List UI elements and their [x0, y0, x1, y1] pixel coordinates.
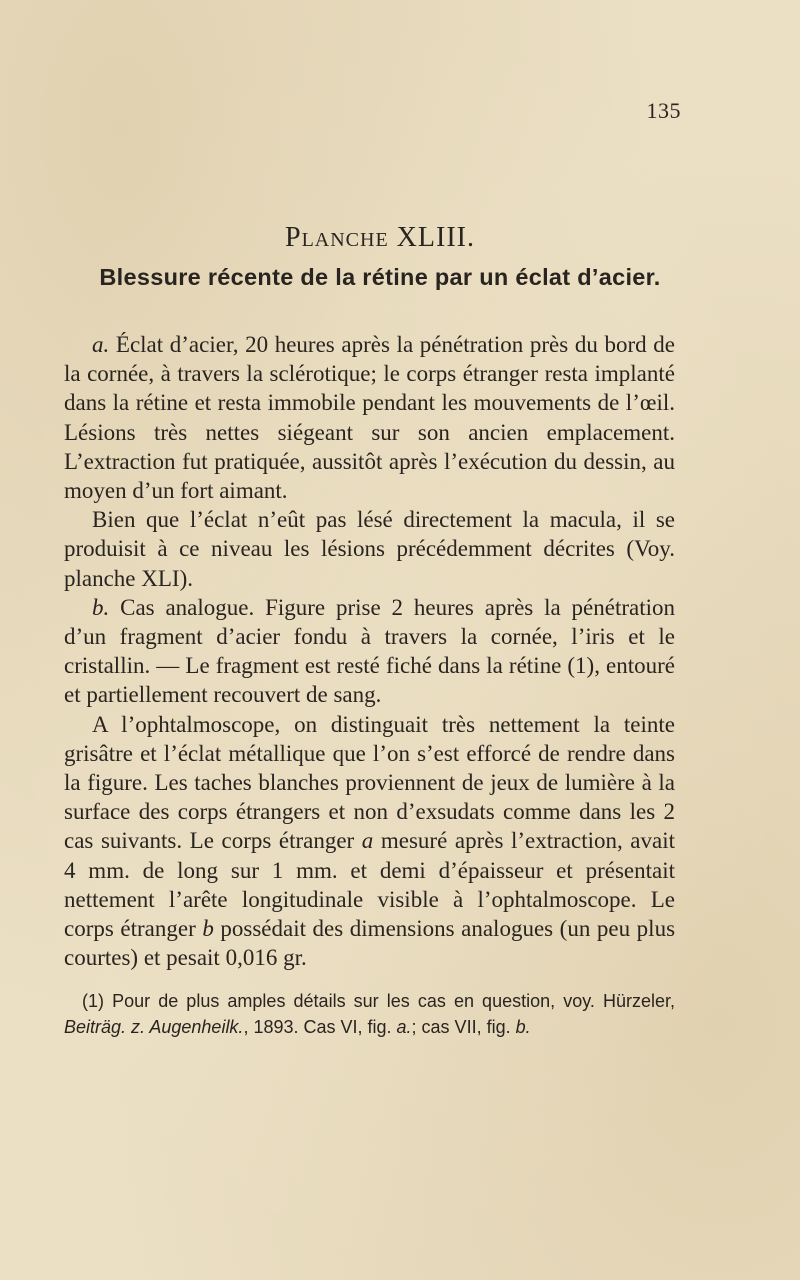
footnote: [64, 988, 675, 1040]
paragraph-ophthalmoscope-part-3: possédait des dimensions analogues (un peu plus courtes) et pesait 0,016 gr.: [64, 916, 676, 971]
plate-subtitle: Blessure récente de la rétine par un éclat d’acier.: [99, 264, 661, 290]
paragraph-macula: [64, 505, 675, 593]
footnote-fig-a: a.: [396, 1017, 412, 1037]
case-label-a: a.: [92, 332, 110, 357]
paragraph-a-text: Éclat d’acier, 20 heures après la pénétration près du bord de la cornée, à travers la sclérotique; le corps étranger resta implanté dans la rétine et resta immobile pendant les mouvements de l’œil. Lésions très nettes siégeant sur son ancien emplacement. L’extraction fut pratiquée, aussitôt après l’exécution du dessin, au moyen d’un fort aimant.: [64, 332, 675, 504]
body-text: [64, 330, 675, 972]
foreign-body-letter-a: a: [361, 828, 374, 854]
paragraph-ophthalmoscope-part-1: A l’ophtalmoscope, on distinguait très nettement la teinte grisâtre et l’éclat métallique que l’on s’est efforcé de rendre dans la figure. Les taches blanches proviennent de jeux de lumière à la surface des corps étrangers et non d’exsudats comme dans les 2 cas suivants. Le corps étranger: [64, 711, 675, 854]
paragraph-ophthalmoscope-part-2: mesuré après l’extraction, avait 4 mm. de long sur 1 mm. et demi d’épaisseur et présentait nettement l’arête longitudinale visible à l’ophtalmoscope. Le corps étranger: [64, 828, 675, 942]
paragraph-a: [64, 330, 675, 505]
footnote-journal: Beiträg. z. Augenheilk.: [64, 1017, 244, 1037]
footnote-fig-b: b.: [515, 1017, 531, 1037]
plate-title: Planche XLIII.: [285, 222, 475, 253]
foreign-body-letter-b: b: [202, 916, 214, 942]
footnote-tail-1: , 1893. Cas VI, fig.: [243, 1017, 392, 1037]
paragraph-macula-text: Bien que l’éclat n’eût pas lésé directement la macula, il se produisit à ce niveau les lésions précédemment décrites (Voy. planche XLI).: [64, 507, 675, 591]
page-number: 135: [646, 98, 681, 123]
paragraph-ophthalmoscope: [64, 710, 675, 973]
footnote-lead: (1) Pour de plus amples détails sur les cas en question, voy. Hürzeler,: [82, 991, 675, 1011]
case-label-b: b.: [92, 594, 110, 620]
paragraph-b: [64, 593, 675, 710]
footnote-tail-2: ; cas VII, fig.: [411, 1017, 511, 1037]
paragraph-b-text: Cas analogue. Figure prise 2 heures après la pénétration d’un fragment d’acier fondu à travers la cornée, l’iris et le cristallin. — Le fragment est resté fiché dans la rétine (1), entouré et partiellement recouvert de sang.: [64, 594, 676, 708]
